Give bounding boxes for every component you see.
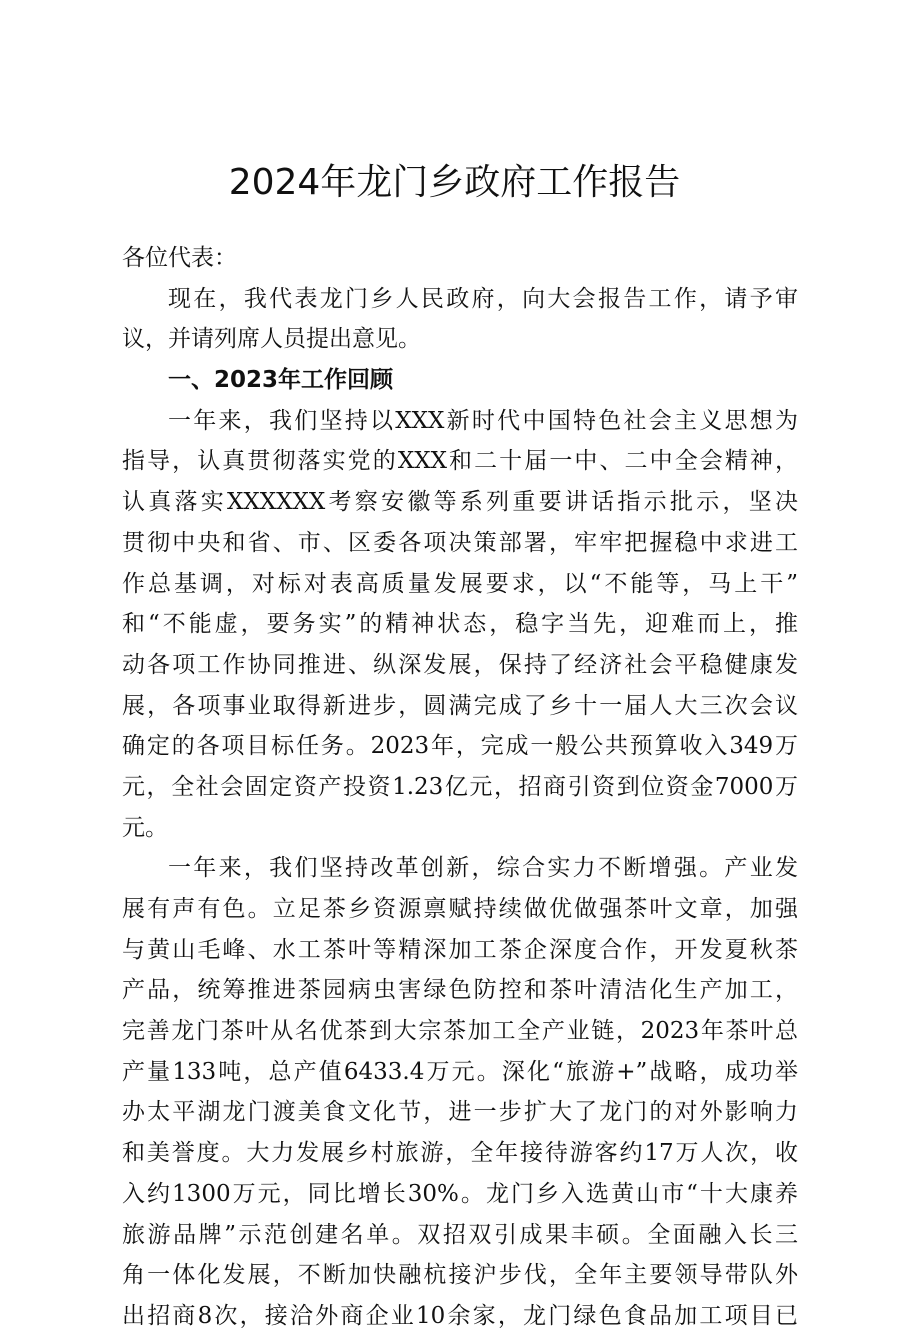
paragraph-line: 展，各项事业取得新进步，圆满完成了乡十一届人大三次会议 (122, 692, 798, 719)
paragraph-line: 元。 (122, 814, 168, 841)
paragraph-line: 入约1300万元，同比增长30%。龙门乡入选黄山市“十大康养 (122, 1180, 798, 1207)
intro-line: 议，并请列席人员提出意见。 (122, 326, 421, 353)
salutation: 各位代表： (122, 245, 237, 271)
page-title: 2024年龙门乡政府工作报告 (228, 162, 681, 203)
paragraph-line: 元，全社会固定资产投资1.23亿元，招商引资到位资金7000万 (122, 773, 798, 800)
paragraph-line: 出招商8次，接洽外商企业10余家，龙门绿色食品加工项目已 (122, 1302, 798, 1329)
paragraph-line: 与黄山毛峰、水工茶叶等精深加工茶企深度合作，开发夏秋茶 (122, 936, 798, 963)
paragraph-line: 旅游品牌”示范创建名单。双招双引成果丰硕。全面融入长三 (122, 1221, 798, 1248)
paragraph-line: 指导，认真贯彻落实党的XXX和二十届一中、二中全会精神， (122, 448, 798, 475)
paragraph-line: 和“不能虚，要务实”的精神状态，稳字当先，迎难而上，推 (122, 611, 798, 638)
paragraph-line: 动各项工作协同推进、纵深发展，保持了经济社会平稳健康发 (122, 651, 798, 678)
paragraph-line: 产量133吨，总产值6433.4万元。深化“旅游+”战略，成功举 (122, 1058, 798, 1085)
paragraph-line: 展有声有色。立足茶乡资源禀赋持续做优做强茶叶文章，加强 (122, 896, 798, 922)
section-heading: 一、2023年工作回顾 (168, 367, 394, 394)
paragraph-line: 角一体化发展，不断加快融杭接沪步伐，全年主要领导带队外 (122, 1262, 798, 1289)
report-body (122, 238, 798, 1337)
paragraph-line: 和美誉度。大力发展乡村旅游，全年接待游客约17万人次，收 (122, 1140, 798, 1167)
paragraph-line: 确定的各项目标任务。2023年，完成一般公共预算收入349万 (122, 733, 798, 760)
paragraph-line: 办太平湖龙门渡美食文化节，进一步扩大了龙门的对外影响力 (122, 1099, 798, 1126)
paragraph-line: 认真落实XXXXXX考察安徽等系列重要讲话指示批示，坚决 (122, 489, 798, 516)
paragraph-line: 产品，统筹推进茶园病虫害绿色防控和茶叶清洁化生产加工， (122, 977, 798, 1004)
paragraph-line: 贯彻中央和省、市、区委各项决策部署，牢牢把握稳中求进工 (122, 529, 798, 556)
paragraph-line: 一年来，我们坚持改革创新，综合实力不断增强。产业发 (168, 855, 798, 882)
paragraph-line: 一年来，我们坚持以XXX新时代中国特色社会主义思想为 (168, 407, 798, 434)
intro-line: 现在，我代表龙门乡人民政府，向大会报告工作，请予审 (168, 285, 798, 312)
paragraph-line: 作总基调，对标对表高质量发展要求，以“不能等，马上干” (122, 570, 798, 597)
paragraph-line: 完善龙门茶叶从名优茶到大宗茶加工全产业链，2023年茶叶总 (122, 1018, 798, 1045)
